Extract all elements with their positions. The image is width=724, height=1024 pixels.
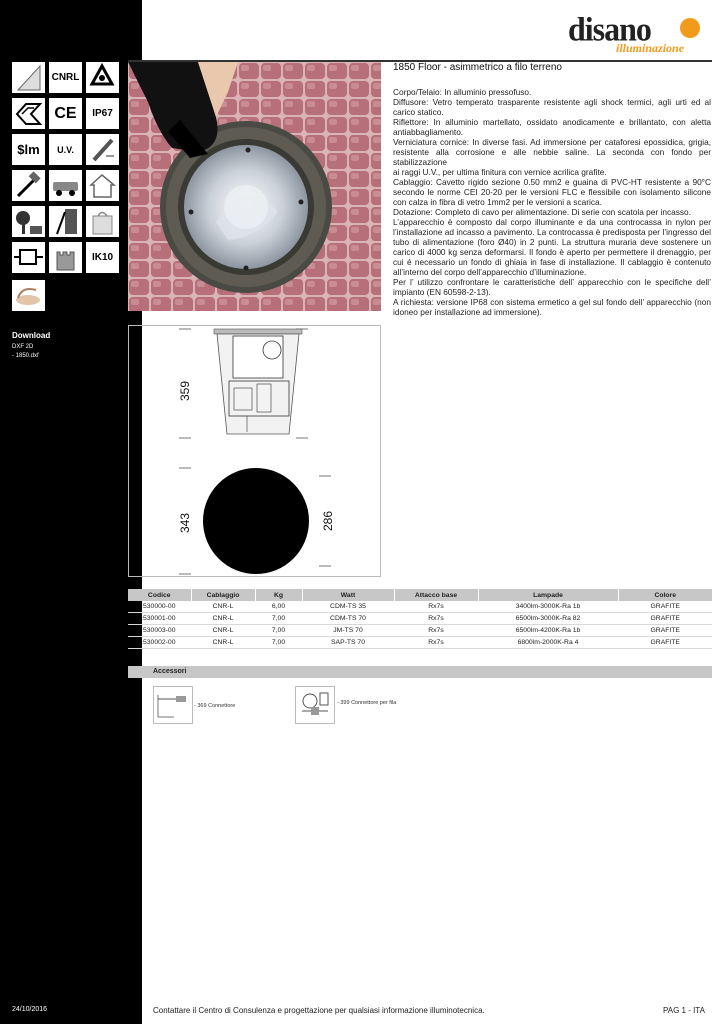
- sidebar: [0, 0, 142, 1024]
- header-watt: Watt: [302, 589, 394, 601]
- castle-icon: [49, 242, 82, 273]
- spec-table: [128, 589, 712, 649]
- cell-weight: 7,00: [255, 637, 302, 649]
- cell-base: Rx7s: [394, 637, 478, 649]
- desc-equipment: Dotazione: Completo di cavo per alimentazione. Di serie con scatola per incasso.: [393, 207, 691, 217]
- page-number: PAG 1 - ITA: [663, 1006, 705, 1015]
- brand-name: disano: [568, 12, 651, 49]
- ip67-icon: IP67: [86, 98, 119, 129]
- accessories-title: Accessori: [153, 668, 187, 675]
- pen-icon: [86, 134, 119, 165]
- download-links: [12, 343, 39, 361]
- desc-installation: L’apparecchio è composto dal corpo illuminante e da una controcassa in nylon per l’installazione ad incasso a pavimento. La controcassa è predisposta per l’ingresso del tubo di alimentazione (foro Ø40) in 2 punti. La struttura muraria deve sostenere un carico di 4000 kg senza deformarsi. Il fondo è aperto per permettere il drenaggio, per cui é necessario un fondo di ghiaia in fase di installazione. Il cablaggio è contenuto all’interno del corpo dell’apparecchio d’illuminazione.: [393, 217, 711, 277]
- table-row: [128, 601, 712, 613]
- tree-icon: [12, 206, 45, 237]
- table-row: [128, 625, 712, 637]
- header-color: Colore: [618, 589, 712, 601]
- cell-watt: CDM-TS 35: [302, 601, 394, 613]
- cell-code[interactable]: 530000-00: [128, 601, 191, 613]
- cell-watt: CDM-TS 70: [302, 613, 394, 625]
- print-date: 24/10/2016: [12, 1006, 48, 1013]
- desc-body: Corpo/Telaio: In alluminio pressofuso.: [393, 87, 532, 97]
- ce-icon: CE: [49, 98, 82, 129]
- footer-contact: Contattare il Centro di Consulenza e progettazione per qualsiasi informazione illuminotecnica.: [153, 1006, 485, 1015]
- accessory-399-thumbnail[interactable]: [295, 686, 335, 724]
- desc-paint: Verniciatura cornice: In diverse fasi. Ad immersione per cataforesi epossidica, grigia, resistente alla corrosione e alle nebbie saline. La seconda con fondo per stabilizzazione: [393, 137, 711, 167]
- class2-icon: [12, 98, 45, 129]
- desc-reflector: Riflettore: In alluminio martellato, ossidato anodicamente e brillantato, con aletta antiabbagliamento.: [393, 117, 711, 137]
- product-photo: [128, 62, 381, 311]
- cell-wiring: CNR-L: [191, 625, 255, 637]
- cell-weight: 6,00: [255, 601, 302, 613]
- cell-wiring: CNR-L: [191, 613, 255, 625]
- product-description: [393, 87, 711, 317]
- lumen-icon: $lm: [12, 134, 45, 165]
- cell-code[interactable]: 530003-00: [128, 625, 191, 637]
- download-format: DXF 2D: [12, 344, 34, 350]
- cell-lamps: 6800lm-2000K-Ra 4: [478, 637, 618, 649]
- cell-color: GRAFITE: [618, 613, 712, 625]
- table-row: [128, 613, 712, 625]
- cell-watt: JM-TS 70: [302, 625, 394, 637]
- foot-icon: [12, 280, 45, 311]
- download-title: Download: [12, 331, 51, 340]
- hammer-icon: [12, 170, 45, 201]
- accessory-399-label[interactable]: - 399 Connettore per fila: [337, 700, 397, 706]
- ik10-icon: IK10: [86, 242, 119, 273]
- cell-code[interactable]: 530002-00: [128, 637, 191, 649]
- desc-on-request: A richiesta: versione IP68 con sistema ermetico a gel sul fondo dell’ apparecchio (non idoneo per installazione ad immersione).: [393, 297, 711, 317]
- car-load-icon: [49, 170, 82, 201]
- cell-watt: SAP-TS 70: [302, 637, 394, 649]
- dimension-height: 359: [178, 380, 192, 402]
- header-code: Codice: [128, 589, 191, 601]
- cell-wiring: CNR-L: [191, 601, 255, 613]
- cell-weight: 7,00: [255, 625, 302, 637]
- recycle-icon: [86, 62, 119, 93]
- cell-color: GRAFITE: [618, 601, 712, 613]
- cell-lamps: 6500lm-3000K-Ra 82: [478, 613, 618, 625]
- cell-code[interactable]: 530001-00: [128, 613, 191, 625]
- desc-paint-cont: ai raggi U.V., per ultima finitura con vernice acrilica grafite.: [393, 167, 607, 177]
- bag-icon: [86, 206, 119, 237]
- desc-wiring: Cablaggio: Cavetto rigido sezione 0.50 mm2 e guaina di PVC-HT resistente a 90°C secondo le norme CEI 20-20 per le versioni FLC e flessibile con isolamento silicone con calza in fibra di vetro 1mm2 per le versioni a scarica.: [393, 177, 711, 207]
- product-title: 1850 Floor - asimmetrico a filo terreno: [393, 62, 562, 73]
- cell-color: GRAFITE: [618, 625, 712, 637]
- triangle-icon: [12, 62, 45, 93]
- cell-base: Rx7s: [394, 601, 478, 613]
- cell-lamps: 6500lm-4200K-Ra 1b: [478, 625, 618, 637]
- download-file-link[interactable]: - 1850.dxf: [12, 353, 39, 359]
- door-icon: [49, 206, 82, 237]
- header-base: Attacco base: [394, 589, 478, 601]
- plug-icon: [12, 242, 45, 273]
- accessory-369-thumbnail[interactable]: [153, 686, 193, 724]
- header-wiring: Cablaggio: [191, 589, 255, 601]
- house-icon: [86, 170, 119, 201]
- dimension-diameter: 343: [178, 512, 192, 534]
- header-lamps: Lampade: [478, 589, 618, 601]
- cell-lamps: 3400lm-3000K-Ra 1b: [478, 601, 618, 613]
- brand-sub: illuminazione: [616, 41, 685, 55]
- technical-drawing: [128, 325, 381, 577]
- uv-icon: U.V.: [49, 134, 82, 165]
- desc-diffuser: Diffusore: Vetro temperato trasparente resistente agli shock termici, agli urti ed al carico statico.: [393, 97, 711, 117]
- table-header-row: [128, 589, 712, 601]
- cnrl-icon: CNRL: [49, 62, 82, 93]
- accessories-bar: [128, 666, 712, 678]
- desc-usage: Per l’ utilizzo confrontare le caratteristiche dell’ apparecchio con le specifiche dell’ impianto (EN 60598-2-13).: [393, 277, 711, 297]
- accessory-369-label[interactable]: - 369 Connettore: [194, 703, 236, 709]
- cell-weight: 7,00: [255, 613, 302, 625]
- table-row: [128, 637, 712, 649]
- cell-base: Rx7s: [394, 625, 478, 637]
- header-weight: Kg: [255, 589, 302, 601]
- cell-base: Rx7s: [394, 613, 478, 625]
- cell-color: GRAFITE: [618, 637, 712, 649]
- brand-logo: [568, 12, 703, 56]
- cell-wiring: CNR-L: [191, 637, 255, 649]
- dimension-cutout: 286: [321, 510, 335, 532]
